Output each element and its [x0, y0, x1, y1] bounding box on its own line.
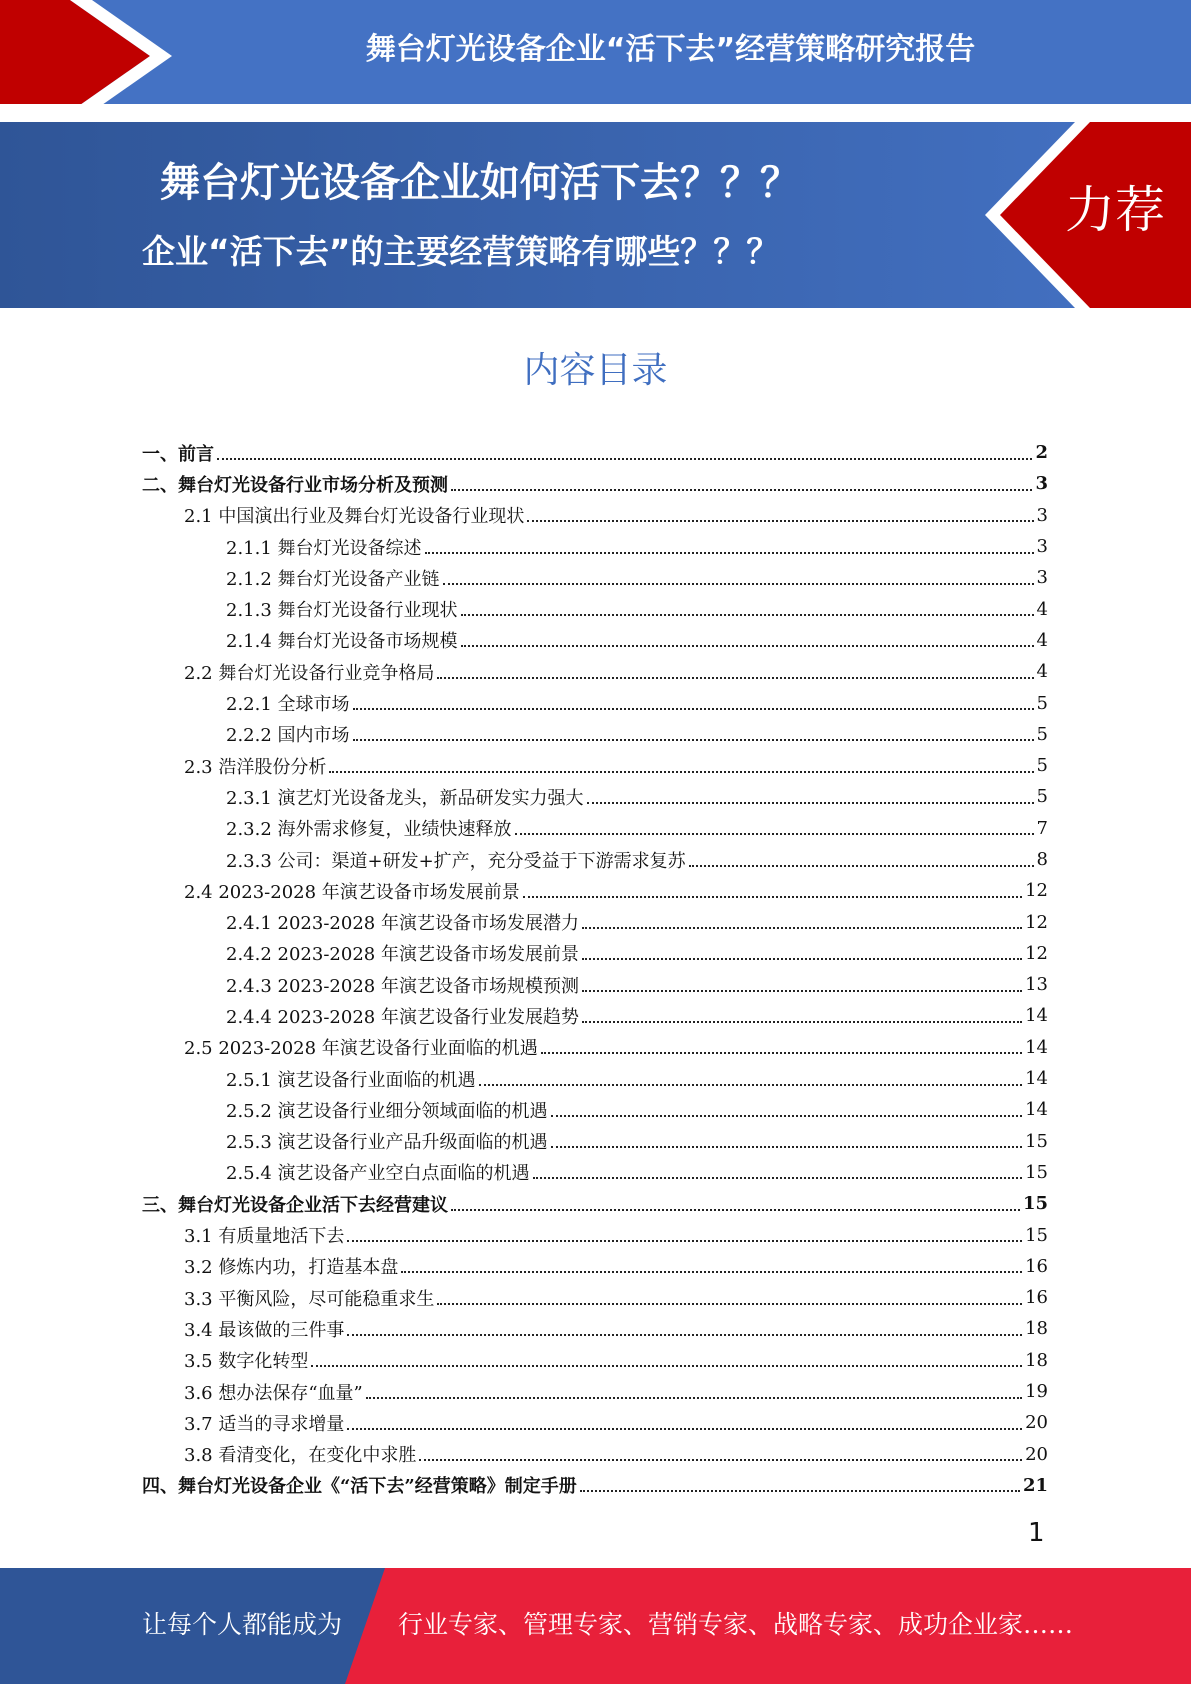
toc-entry-label: 2.5.1 演艺设备行业面临的机遇	[226, 1069, 476, 1091]
toc-entry-label: 2.1 中国演出行业及舞台灯光设备行业现状	[184, 506, 525, 528]
toc-entry-label: 2.1.3 舞台灯光设备行业现状	[226, 600, 458, 622]
toc-entry-page: 12	[1025, 880, 1048, 902]
toc-entry-page: 14	[1025, 1036, 1048, 1058]
toc-entry-page: 18	[1025, 1318, 1048, 1340]
toc-entry[interactable]	[142, 781, 1048, 812]
toc-entry-page: 4	[1036, 661, 1048, 683]
toc-entry-page: 3	[1036, 567, 1048, 589]
toc-leader-dots	[582, 990, 1022, 992]
toc-entry[interactable]	[142, 468, 1048, 499]
toc-entry[interactable]	[142, 593, 1048, 624]
toc-leader-dots	[527, 520, 1033, 522]
toc-entry-page: 4	[1036, 629, 1048, 651]
toc-entry-page: 20	[1025, 1443, 1048, 1465]
toc-entry-page: 5	[1036, 755, 1048, 777]
toc-entry-page: 18	[1025, 1349, 1048, 1371]
toc-entry-label: 2.1.1 舞台灯光设备综述	[226, 537, 422, 559]
hero-banner	[0, 122, 1191, 308]
toc-entry-page: 3	[1036, 536, 1048, 558]
toc-entry-page: 14	[1025, 1099, 1048, 1121]
toc-entry-label: 一、前言	[142, 443, 214, 465]
toc-entry-page: 16	[1025, 1255, 1048, 1277]
toc-leader-dots	[347, 1240, 1022, 1242]
toc-entry[interactable]	[142, 813, 1048, 844]
toc-leader-dots	[347, 1334, 1022, 1336]
toc-entry-page: 8	[1036, 849, 1048, 870]
toc-entry[interactable]	[142, 1188, 1048, 1219]
toc-leader-dots	[329, 771, 1033, 773]
toc-leader-dots	[523, 896, 1022, 898]
toc-leader-dots	[451, 489, 1032, 491]
toc-entry-label: 2.4.2 2023-2028 年演艺设备市场发展前景	[226, 944, 579, 966]
table-of-contents	[142, 437, 1048, 1501]
toc-entry-label: 2.2.1 全球市场	[226, 694, 350, 716]
toc-entry-page: 12	[1025, 942, 1048, 964]
toc-leader-dots	[689, 865, 1034, 867]
toc-entry-label: 2.3.3 公司：渠道+研发+扩产，充分受益于下游需求复苏	[226, 850, 686, 872]
toc-entry-label: 2.2.2 国内市场	[226, 725, 350, 747]
toc-entry[interactable]	[142, 500, 1048, 531]
toc-entry[interactable]	[142, 687, 1048, 718]
toc-entry[interactable]	[142, 1282, 1048, 1313]
banner-heading-2: 企业“活下去”的主要经营策略有哪些？？？	[142, 232, 780, 271]
toc-entry-page: 15	[1025, 1130, 1048, 1152]
toc-entry[interactable]	[142, 1251, 1048, 1282]
toc-entry[interactable]	[142, 906, 1048, 937]
toc-entry-page: 21	[1022, 1474, 1048, 1496]
toc-entry-page: 3	[1036, 504, 1048, 526]
toc-entry[interactable]	[142, 1439, 1048, 1470]
toc-leader-dots	[551, 1115, 1023, 1117]
toc-entry-page: 13	[1025, 974, 1048, 996]
toc-entry-label: 3.8 看清变化，在变化中求胜	[184, 1445, 417, 1467]
toc-entry-label: 二、舞台灯光设备行业市场分析及预测	[142, 474, 448, 496]
toc-title: 内容目录	[523, 350, 668, 391]
footer-slogan-left: 让每个人都能成为	[142, 1610, 343, 1639]
toc-entry-page: 4	[1036, 598, 1048, 620]
toc-leader-dots	[479, 1084, 1023, 1086]
toc-leader-dots	[582, 927, 1022, 929]
toc-leader-dots	[461, 645, 1034, 647]
toc-leader-dots	[437, 1303, 1022, 1305]
toc-entry-label: 2.4.3 2023-2028 年演艺设备市场规模预测	[226, 975, 579, 997]
toc-entry[interactable]	[142, 1376, 1048, 1407]
toc-leader-dots	[347, 1428, 1022, 1430]
toc-entry[interactable]	[142, 969, 1048, 1000]
toc-entry-label: 3.2 修炼内功，打造基本盘	[184, 1257, 399, 1279]
toc-entry-label: 2.3.1 演艺灯光设备龙头，新品研发实力强大	[226, 787, 584, 809]
toc-entry-label: 3.3 平衡风险，尽可能稳重求生	[184, 1288, 435, 1310]
toc-leader-dots	[461, 614, 1034, 616]
toc-entry-label: 2.1.2 舞台灯光设备产业链	[226, 568, 440, 590]
toc-leader-dots	[217, 458, 1032, 460]
toc-entry-label: 2.4.4 2023-2028 年演艺设备行业发展趋势	[226, 1006, 579, 1028]
toc-leader-dots	[582, 958, 1022, 960]
toc-entry-label: 2.4 2023-2028 年演艺设备市场发展前景	[184, 881, 520, 903]
toc-entry-label: 三、舞台灯光设备企业活下去经营建议	[142, 1194, 448, 1216]
toc-entry-page: 14	[1025, 1068, 1048, 1090]
toc-leader-dots	[443, 583, 1034, 585]
toc-entry-page: 2	[1035, 442, 1048, 464]
toc-leader-dots	[311, 1365, 1022, 1367]
toc-entry-page: 15	[1025, 1161, 1048, 1183]
toc-entry-label: 3.7 适当的寻求增量	[184, 1413, 345, 1435]
toc-entry[interactable]	[142, 1219, 1048, 1250]
toc-entry[interactable]	[142, 1407, 1048, 1438]
toc-entry-label: 2.2 舞台灯光设备行业竞争格局	[184, 662, 435, 684]
toc-entry[interactable]	[142, 1157, 1048, 1188]
toc-entry[interactable]	[142, 875, 1048, 906]
toc-entry[interactable]	[142, 938, 1048, 969]
toc-entry[interactable]	[142, 1032, 1048, 1063]
toc-entry[interactable]	[142, 1313, 1048, 1344]
toc-leader-dots	[353, 739, 1034, 741]
toc-leader-dots	[353, 708, 1034, 710]
toc-entry-page: 5	[1036, 723, 1048, 745]
toc-entry-label: 2.5.2 演艺设备行业细分领域面临的机遇	[226, 1100, 548, 1122]
toc-leader-dots	[541, 1052, 1022, 1054]
toc-entry-label: 3.4 最该做的三件事	[184, 1319, 345, 1341]
toc-entry[interactable]	[142, 750, 1048, 781]
toc-entry[interactable]	[142, 1126, 1048, 1157]
page-number: 1	[1028, 1518, 1045, 1548]
toc-entry[interactable]	[142, 562, 1048, 593]
toc-entry-label: 四、舞台灯光设备企业《“活下去”经营策略》制定手册	[142, 1476, 577, 1498]
toc-entry[interactable]	[142, 437, 1048, 468]
toc-entry-page: 5	[1036, 692, 1048, 714]
footer-slogan-right: 行业专家、管理专家、营销专家、战略专家、成功企业家……	[398, 1610, 1074, 1639]
toc-entry[interactable]	[142, 1063, 1048, 1094]
toc-entry-label: 2.1.4 舞台灯光设备市场规模	[226, 631, 458, 653]
toc-entry-label: 2.5.4 演艺设备产业空白点面临的机遇	[226, 1163, 530, 1185]
toc-leader-dots	[401, 1271, 1022, 1273]
toc-leader-dots	[366, 1397, 1022, 1399]
toc-leader-dots	[419, 1459, 1022, 1461]
toc-entry-page: 3	[1035, 473, 1048, 495]
toc-entry[interactable]	[142, 1000, 1048, 1031]
toc-entry-page: 15	[1025, 1224, 1048, 1246]
report-title: 舞台灯光设备企业“活下去”经营策略研究报告	[365, 32, 976, 67]
toc-entry[interactable]	[142, 844, 1048, 875]
toc-entry-label: 3.6 想办法保存“血量”	[184, 1382, 363, 1404]
toc-entry-page: 19	[1025, 1381, 1048, 1403]
toc-entry-page: 7	[1036, 817, 1048, 839]
toc-entry-label: 3.1 有质量地活下去	[184, 1226, 345, 1248]
toc-entry-page: 15	[1022, 1193, 1048, 1215]
toc-entry-label: 2.5 2023-2028 年演艺设备行业面临的机遇	[184, 1038, 538, 1060]
toc-entry-label: 2.3 浩洋股份分析	[184, 756, 327, 778]
toc-leader-dots	[551, 1146, 1023, 1148]
toc-entry-page: 12	[1025, 911, 1048, 933]
toc-entry-label: 2.3.2 海外需求修复，业绩快速释放	[226, 819, 512, 841]
toc-entry-label: 2.5.3 演艺设备行业产品升级面临的机遇	[226, 1132, 548, 1154]
toc-leader-dots	[580, 1490, 1020, 1492]
toc-entry-label: 3.5 数字化转型	[184, 1351, 309, 1373]
toc-entry[interactable]	[142, 625, 1048, 656]
banner-heading-1: 舞台灯光设备企业如何活下去？？？	[160, 160, 800, 206]
toc-entry[interactable]	[142, 1345, 1048, 1376]
toc-entry-page: 5	[1036, 786, 1048, 808]
toc-entry[interactable]	[142, 1470, 1048, 1501]
toc-entry-page: 20	[1025, 1412, 1048, 1434]
toc-entry-page: 14	[1025, 1005, 1048, 1027]
toc-leader-dots	[533, 1177, 1023, 1179]
toc-entry[interactable]	[142, 1094, 1048, 1125]
toc-entry[interactable]	[142, 656, 1048, 687]
toc-entry[interactable]	[142, 531, 1048, 562]
toc-leader-dots	[515, 833, 1034, 835]
toc-entry[interactable]	[142, 719, 1048, 750]
toc-leader-dots	[451, 1209, 1020, 1211]
toc-leader-dots	[587, 802, 1034, 804]
toc-entry-label: 2.4.1 2023-2028 年演艺设备市场发展潜力	[226, 913, 579, 935]
toc-leader-dots	[437, 677, 1033, 679]
toc-leader-dots	[425, 552, 1034, 554]
recommend-badge: 力荐	[1065, 181, 1165, 239]
toc-leader-dots	[582, 1021, 1022, 1023]
toc-entry-page: 16	[1025, 1287, 1048, 1309]
